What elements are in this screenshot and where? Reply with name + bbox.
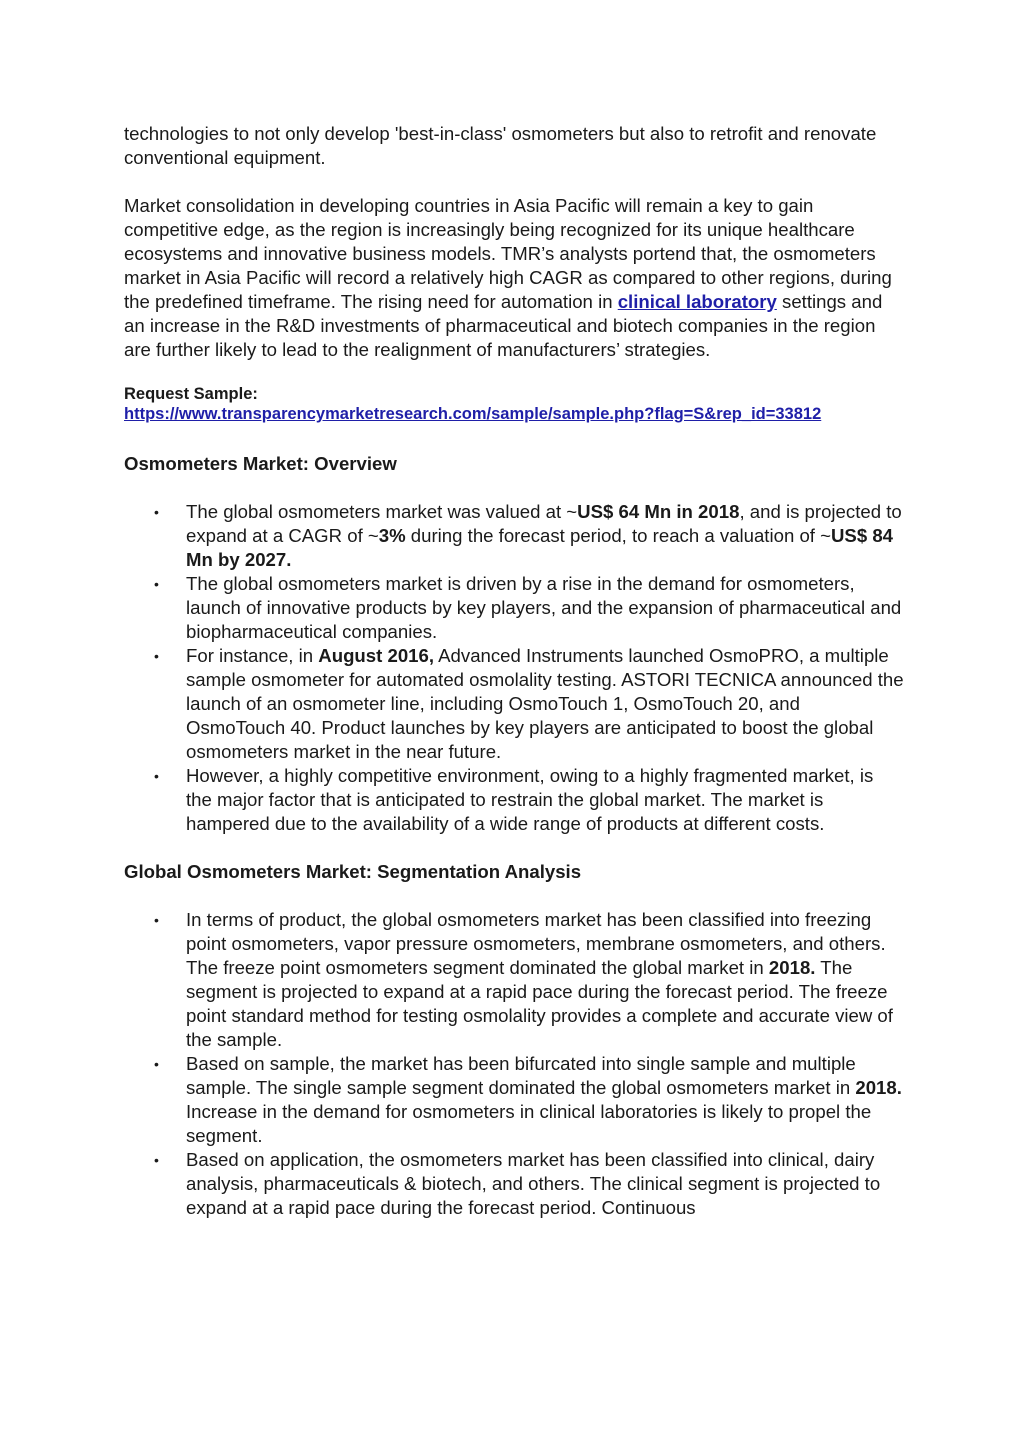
list-text: Based on sample, the market has been bifurcated into single sample and multiple sample. The single sample segment dominated the global osmometers market in bbox=[186, 1053, 856, 1098]
list-text: For instance, in bbox=[186, 645, 319, 666]
list-text: The global osmometers market was valued at ~ bbox=[186, 501, 578, 522]
list-text: In terms of product, the global osmometers market has been classified into freezing point osmometers, vapor pressure osmometers, membrane osmometers, and others. The freeze point osmometers segment dominated the global market in bbox=[186, 909, 886, 978]
bold-value: 3% bbox=[378, 525, 406, 546]
overview-list bbox=[124, 500, 904, 836]
bullet-icon: • bbox=[154, 576, 159, 592]
segmentation-heading: Global Osmometers Market: Segmentation Analysis bbox=[124, 861, 582, 882]
segmentation-list bbox=[124, 908, 904, 1220]
list-item bbox=[124, 1052, 904, 1148]
document-page bbox=[124, 122, 904, 1220]
paragraph-text-after-link: settings and an increase in the R&D investments of pharmaceutical and biotech companies in the region are further likely to lead to the realignment of manufacturers’ strategies. bbox=[124, 291, 883, 360]
list-item bbox=[124, 1148, 904, 1220]
list-text: Increase in the demand for osmometers in clinical laboratories is likely to propel the segment. bbox=[186, 1101, 872, 1146]
request-sample-link[interactable]: https://www.transparencymarketresearch.com/sample/sample.php?flag=S&rep_id=33812 bbox=[124, 405, 822, 423]
list-text: Based on application, the osmometers market has been classified into clinical, dairy analysis, pharmaceuticals & biotech, and others. The clinical segment is projected to expand at a rapid pace during the forecast period. Continuous bbox=[186, 1149, 881, 1218]
list-text: , and is projected to expand at a CAGR of ~ bbox=[186, 501, 902, 546]
list-text: The segment is projected to expand at a rapid pace during the forecast period. The freeze point standard method for testing osmolality provides a complete and accurate view of the sample. bbox=[186, 957, 893, 1050]
bold-value: US$ 64 Mn in 2018 bbox=[577, 501, 740, 522]
bold-value: 2018. bbox=[768, 957, 816, 978]
intro-paragraph: technologies to not only develop 'best-in-class' osmometers but also to retrofit and renovate conventional equipment. bbox=[124, 123, 877, 168]
list-text: during the forecast period, to reach a valuation of ~ bbox=[405, 525, 831, 546]
bullet-icon: • bbox=[154, 648, 159, 664]
bold-value: 2018. bbox=[855, 1077, 902, 1098]
paragraph-text-before-link: Market consolidation in developing countries in Asia Pacific will remain a key to gain competitive edge, as the region is increasingly being recognized for its unique healthcare ecosystems and innovative business models. TMR’s analysts portend that, the osmometers market in Asia Pacific will record a relatively high CAGR as compared to other regions, during the predefined timeframe. The rising need for automation in bbox=[124, 195, 892, 312]
list-text: The global osmometers market is driven by a rise in the demand for osmometers, launch of innovative products by key players, and the expansion of pharmaceutical and biopharmaceutical companies. bbox=[186, 573, 902, 642]
bullet-icon: • bbox=[154, 1056, 159, 1072]
bold-value: US$ 84 Mn by 2027. bbox=[186, 525, 894, 570]
list-text: However, a highly competitive environment, owing to a highly fragmented market, is the major factor that is anticipated to restrain the global market. The market is hampered due to the availability of a wide range of products at different costs. bbox=[186, 765, 874, 834]
list-text: Advanced Instruments launched OsmoPRO, a multiple sample osmometer for automated osmolality testing. ASTORI TECNICA announced the launch of an osmometer line, including OsmoTouch 1, OsmoTouch 20, and OsmoTouch 40. Product launches by key players are anticipated to boost the global osmometers market in the near future. bbox=[186, 645, 904, 762]
asia-pacific-paragraph bbox=[124, 194, 904, 362]
bullet-icon: • bbox=[154, 912, 159, 928]
list-item bbox=[124, 908, 904, 1052]
list-item bbox=[124, 500, 904, 572]
clinical-laboratory-link[interactable]: clinical laboratory bbox=[617, 291, 777, 312]
request-sample-label: Request Sample: bbox=[124, 385, 258, 403]
bullet-icon: • bbox=[154, 504, 159, 520]
bold-value: August 2016, bbox=[318, 645, 435, 666]
bullet-icon: • bbox=[154, 1152, 159, 1168]
list-item bbox=[124, 572, 904, 644]
overview-heading: Osmometers Market: Overview bbox=[124, 453, 397, 474]
list-item bbox=[124, 644, 904, 764]
bullet-icon: • bbox=[154, 768, 159, 784]
list-item bbox=[124, 764, 904, 836]
